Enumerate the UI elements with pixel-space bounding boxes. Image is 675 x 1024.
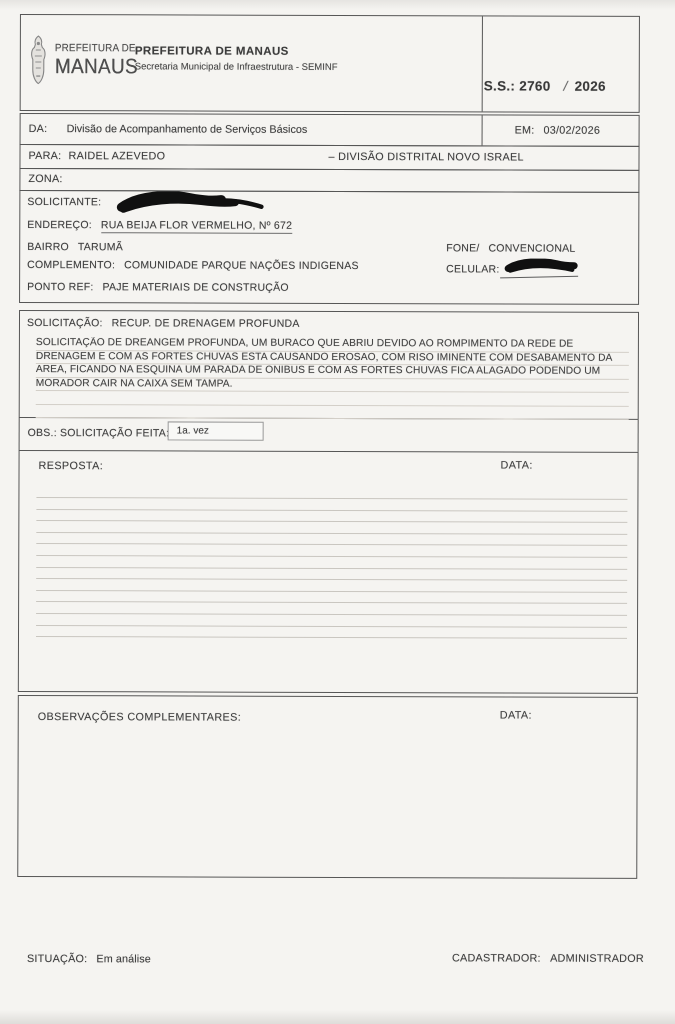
org-title: PREFEITURA DE MANAUS	[134, 45, 289, 58]
complemento-field	[27, 259, 359, 272]
obs-label: OBS.: SOLICITAÇÃO FEITA:	[27, 426, 170, 440]
bairro-field	[27, 241, 123, 253]
complemento-label: COMPLEMENTO:	[27, 258, 116, 272]
obs-value-box: 1a. vez	[168, 421, 264, 440]
em-label: EM:	[514, 124, 535, 137]
da-row	[20, 113, 640, 147]
obs-row	[19, 418, 639, 452]
solicitacao-description	[36, 337, 629, 420]
observacoes-complementares-box	[17, 695, 638, 879]
service-order-number	[484, 78, 606, 93]
em-field	[515, 125, 601, 137]
complemento-value: COMUNIDADE PARQUE NAÇÕES INDIGENAS	[124, 259, 359, 273]
celular-underline	[500, 276, 578, 279]
cadastrador-value: ADMINISTRADOR	[550, 952, 644, 965]
situacao-field	[27, 953, 151, 965]
org-subtitle: Secretaria Municipal de Infraestrutura - SEMINF	[134, 61, 338, 73]
fone-value: CONVENCIONAL	[488, 242, 576, 255]
ruled-line	[36, 625, 627, 628]
endereco-value: RUA BEIJA FLOR VERMELHO, Nº 672	[100, 219, 293, 232]
situacao-label: SITUAÇÃO:	[26, 952, 88, 966]
ruled-line	[36, 601, 627, 604]
logo-line2: MANAUS	[54, 54, 138, 78]
zona-label: ZONA:	[28, 172, 63, 186]
cadastrador-label: CADASTRADOR:	[451, 952, 541, 965]
ss-separator: /	[561, 78, 570, 94]
manaus-crest-icon	[29, 35, 48, 85]
solicitacao-label: SOLICITAÇÃO:	[26, 316, 103, 330]
para-label: PARA:	[28, 149, 62, 163]
solicitacao-box	[19, 310, 639, 420]
para-division: – DIVISÃO DISTRITAL NOVO ISRAEL	[328, 150, 524, 164]
solicitante-label: SOLICITANTE:	[27, 195, 102, 209]
solicitante-redaction-mark	[115, 191, 267, 215]
solicitacao-value: RECUP. DE DRENAGEM PROFUNDA	[111, 317, 300, 330]
zona-row	[19, 168, 639, 193]
ruled-line	[36, 613, 627, 616]
endereco-label: ENDEREÇO:	[27, 218, 92, 232]
cadastrador-field	[452, 952, 644, 965]
observacoes-data-label: DATA:	[499, 709, 532, 722]
bairro-label: BAIRRO	[27, 240, 70, 254]
celular-redaction-mark	[504, 258, 578, 275]
ruled-line	[36, 532, 627, 535]
ruled-line	[36, 567, 627, 570]
fone-field	[446, 242, 575, 254]
ruled-line	[36, 543, 627, 546]
resposta-ruled-lines	[36, 497, 627, 499]
description-line: DRENAGEM E COM AS FORTES CHUVAS ESTA CAUSANDO EROSAO, COM RISO IMINENTE COM DESABAMENTO DA	[36, 351, 629, 366]
description-line: SOLICITAÇÃO DE DREANGEM PROFUNDA, UM BURACO QUE ABRIU DEVIDO AO ROMPIMENTO DA REDE DE	[36, 337, 629, 352]
da-label: DA:	[28, 122, 48, 136]
celular-field	[446, 258, 578, 275]
ruled-line	[36, 555, 627, 558]
resposta-label: RESPOSTA:	[38, 460, 104, 473]
ss-number: 2760	[519, 78, 551, 94]
ruled-line	[36, 636, 627, 639]
ss-year: 2026	[574, 78, 606, 94]
form-header	[20, 14, 640, 113]
description-line: AREA, FICANDO NA ESQUINA UM PARADA DE ONIBUS E COM AS FORTES CHUVAS FICA ALAGADO PODENDO UM	[36, 364, 629, 379]
resposta-box	[18, 450, 639, 694]
ruled-line	[36, 497, 627, 500]
requester-box	[19, 190, 639, 305]
para-row	[19, 144, 639, 171]
logo-wordmark	[55, 42, 147, 79]
solicitacao-field	[27, 317, 300, 330]
org-identification	[135, 45, 338, 73]
ponto-ref-value: PAJE MATERIAIS DE CONSTRUÇÃO	[102, 281, 289, 294]
ruled-line	[36, 578, 627, 581]
header-divider	[482, 16, 483, 111]
situacao-value: Em análise	[96, 953, 151, 966]
solicitante-field	[27, 196, 101, 208]
ss-label: S.S.:	[483, 78, 516, 94]
ruled-line	[36, 509, 627, 512]
da-em-divider	[482, 115, 483, 145]
prefeitura-manaus-logo	[29, 35, 147, 85]
ponto-ref-field	[27, 281, 289, 294]
ruled-line	[36, 520, 627, 523]
em-value: 03/02/2026	[543, 124, 601, 137]
endereco-field	[27, 219, 292, 232]
para-name: RAIDEL AZEVEDO	[68, 150, 166, 163]
observacoes-label: OBSERVAÇÕES COMPLEMENTARES:	[37, 711, 242, 724]
bairro-value: TARUMÃ	[77, 241, 123, 254]
celular-label: CELULAR:	[446, 263, 500, 276]
logo-line1: PREFEITURA DE	[54, 41, 136, 54]
description-line: MORADOR CAIR NA CAIXA SEM TAMPA.	[36, 378, 629, 393]
resposta-data-label: DATA:	[500, 459, 533, 472]
da-value: Divisão de Acompanhamento de Serviços Básicos	[66, 123, 308, 136]
ruled-line	[36, 590, 627, 593]
fone-label: FONE/	[446, 242, 480, 255]
ponto-ref-label: PONTO REF:	[27, 280, 94, 294]
